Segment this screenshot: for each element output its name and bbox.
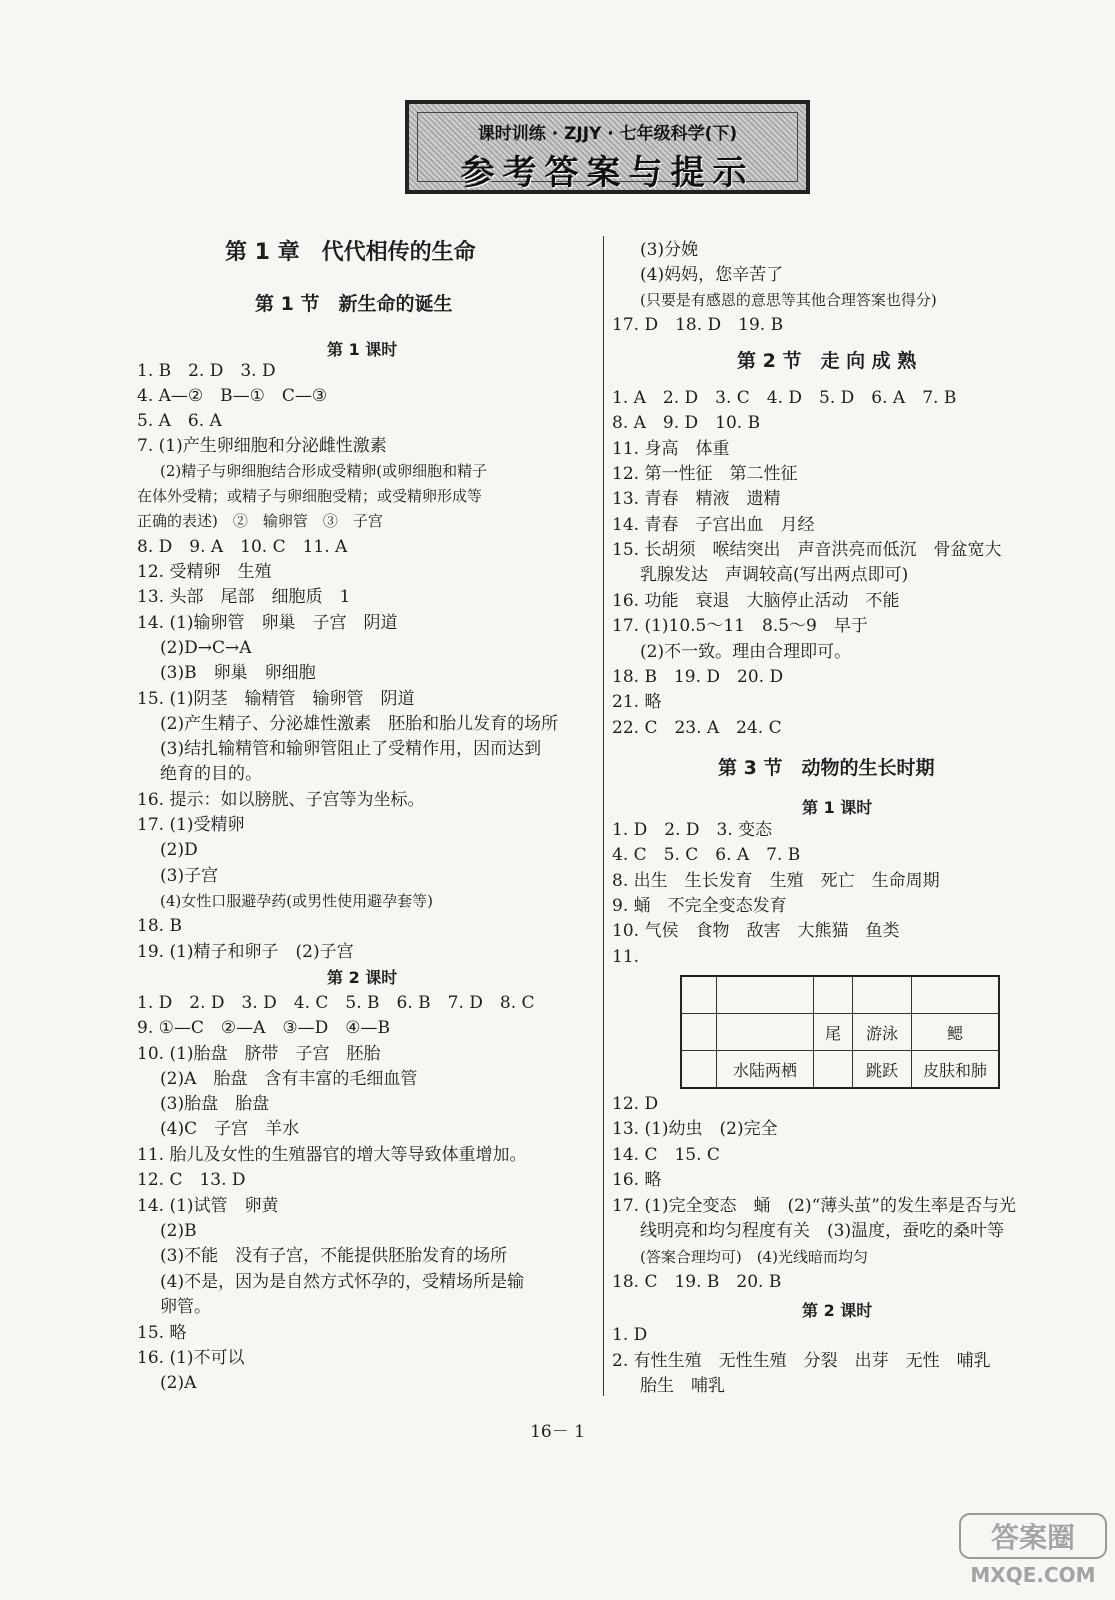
answer-line: 21. 略 bbox=[612, 692, 662, 712]
answer-line: 11. 胎儿及女性的生殖器官的增大等导致体重增加。 bbox=[137, 1145, 527, 1165]
answer-line: 1. B 2. D 3. D bbox=[137, 361, 276, 381]
answer-line: 1. D 2. D 3. 变态 bbox=[612, 820, 773, 840]
answer-line: 12. 第一性征 第二性征 bbox=[612, 464, 798, 484]
answer-line: 17. (1)完全变态 蛹 (2)“薄头茧”的发生率是否与光 bbox=[612, 1196, 1016, 1216]
answer-line: (2)D bbox=[160, 840, 198, 860]
watermark-text: MXQE.COM bbox=[970, 1563, 1096, 1587]
answer-line: 在体外受精；或精子与卵细胞受精；或受精卵形成等 bbox=[137, 487, 483, 505]
table-cell: 鳃 bbox=[912, 1014, 1000, 1051]
watermark-logo-text: 答案圈 bbox=[990, 1521, 1076, 1554]
table-cell bbox=[681, 1051, 717, 1089]
answer-line: 14. 青春 子宫出血 月经 bbox=[612, 515, 815, 535]
watermark-logo-icon bbox=[958, 1510, 1108, 1590]
answer-line: 12. D bbox=[612, 1094, 659, 1114]
table-cell bbox=[681, 1014, 717, 1051]
answer-line: 13. (1)幼虫 (2)完全 bbox=[612, 1119, 778, 1139]
answer-line: 18. B 19. D 20. D bbox=[612, 667, 784, 687]
lesson-1-title: 第 1 课时 bbox=[802, 798, 873, 817]
table-cell bbox=[717, 976, 814, 1014]
answer-line: 18. B bbox=[137, 916, 182, 936]
watermark-logo bbox=[958, 1510, 1108, 1590]
lesson-2-title: 第 2 课时 bbox=[802, 1301, 873, 1320]
table-cell bbox=[814, 976, 853, 1014]
answer-line: (3)胎盘 胎盘 bbox=[160, 1094, 270, 1114]
answer-line: 16. (1)不可以 bbox=[137, 1348, 245, 1368]
answer-line: 15. 长胡须 喉结突出 声音洪亮而低沉 骨盆宽大 bbox=[612, 540, 1002, 560]
table-cell: 跳跃 bbox=[853, 1051, 912, 1089]
answer-line: (2)A bbox=[160, 1373, 197, 1393]
answer-line: (3)结扎输精管和输卵管阻止了受精作用，因而达到 bbox=[160, 739, 542, 759]
table-row bbox=[681, 1051, 999, 1089]
answer-table-11 bbox=[680, 975, 1000, 1089]
table-cell bbox=[912, 976, 1000, 1014]
header-title: 参考答案与提示 bbox=[460, 153, 755, 193]
answer-line: 12. C 13. D bbox=[137, 1170, 246, 1190]
answer-line: 4. C 5. C 6. A 7. B bbox=[612, 845, 801, 865]
section-1-title: 第 1 节 新生命的诞生 bbox=[255, 293, 453, 315]
answer-line: (4)C 子宫 羊水 bbox=[160, 1119, 300, 1139]
answer-line: 15. (1)阴茎 输精管 输卵管 阴道 bbox=[137, 689, 415, 709]
answer-line: 17. D 18. D 19. B bbox=[612, 315, 784, 335]
answer-line: 13. 头部 尾部 细胞质 1 bbox=[137, 587, 351, 607]
answer-line: 17. (1)受精卵 bbox=[137, 815, 245, 835]
answer-line: (4)女性口服避孕药(或男性使用避孕套等) bbox=[160, 892, 433, 910]
header-banner bbox=[405, 100, 810, 194]
answer-line: (4)不是，因为是自然方式怀孕的，受精场所是输 bbox=[160, 1272, 525, 1292]
answer-line: 8. D 9. A 10. C 11. A bbox=[137, 537, 348, 557]
answer-line: 11. bbox=[612, 947, 640, 967]
answer-line: 14. C 15. C bbox=[612, 1145, 720, 1165]
answer-line: (3)不能 没有子宫，不能提供胚胎发育的场所 bbox=[160, 1246, 508, 1266]
lesson-2-title: 第 2 课时 bbox=[327, 968, 398, 987]
table-row bbox=[681, 1014, 999, 1051]
answer-line: 10. 气侯 食物 敌害 大熊猫 鱼类 bbox=[612, 921, 900, 941]
answer-line: 15. 略 bbox=[137, 1323, 187, 1343]
page-number: 16－ 1 bbox=[530, 1422, 585, 1442]
lesson-1-title: 第 1 课时 bbox=[327, 340, 398, 359]
table-row bbox=[681, 976, 999, 1014]
answer-line: 8. A 9. D 10. B bbox=[612, 413, 761, 433]
answer-line: 9. 蛹 不完全变态发育 bbox=[612, 896, 787, 916]
answer-line: 22. C 23. A 24. C bbox=[612, 718, 782, 738]
answer-line: 16. 略 bbox=[612, 1170, 662, 1190]
answer-line: (答案合理均可) (4)光线暗而均匀 bbox=[640, 1248, 868, 1266]
answer-line: 12. 受精卵 生殖 bbox=[137, 562, 272, 582]
answer-line: (2)D→C→A bbox=[160, 638, 252, 658]
answer-line: (2)产生精子、分泌雄性激素 胚胎和胎儿发育的场所 bbox=[160, 714, 559, 734]
answer-line: (2)B bbox=[160, 1221, 197, 1241]
answer-line: 18. C 19. B 20. B bbox=[612, 1272, 782, 1292]
answer-line: (只要是有感恩的意思等其他合理答案也得分) bbox=[640, 291, 937, 309]
table-cell bbox=[681, 976, 717, 1014]
answer-line: 5. A 6. A bbox=[137, 411, 222, 431]
table-cell bbox=[717, 1014, 814, 1051]
header-frame bbox=[417, 112, 798, 193]
answer-line: 19. (1)精子和卵子 (2)子宫 bbox=[137, 942, 354, 962]
answer-line: 乳腺发达 声调较高(写出两点即可) bbox=[640, 565, 909, 585]
answer-line: 卵管。 bbox=[160, 1297, 211, 1317]
table-cell bbox=[814, 1051, 853, 1089]
answer-line: 16. 功能 衰退 大脑停止活动 不能 bbox=[612, 591, 900, 611]
header-subtitle: 课时训练 · ZJJY · 七年级科学(下) bbox=[477, 124, 738, 144]
answer-line: (2)不一致。理由合理即可。 bbox=[640, 642, 852, 662]
section-3-title: 第 3 节 动物的生长时期 bbox=[718, 757, 935, 779]
answer-line: 17. (1)10.5～11 8.5～9 早于 bbox=[612, 616, 868, 636]
answer-line: 14. (1)输卵管 卵巢 子宫 阴道 bbox=[137, 613, 398, 633]
answer-line: (3)B 卵巢 卵细胞 bbox=[160, 663, 316, 683]
table-cell: 水陆两栖 bbox=[717, 1051, 814, 1089]
answer-line: 1. D bbox=[612, 1325, 648, 1345]
answer-line: 16. 提示：如以膀胱、子宫等为坐标。 bbox=[137, 790, 425, 810]
answer-line: (2)精子与卵细胞结合形成受精卵(或卵细胞和精子 bbox=[160, 462, 488, 480]
section-2-title: 第 2 节 走 向 成 熟 bbox=[737, 350, 917, 372]
answer-line: 9. ①—C ②—A ③—D ④—B bbox=[137, 1018, 390, 1038]
answer-line: 11. 身高 体重 bbox=[612, 439, 730, 459]
answer-line: 线明亮和均匀程度有关 (3)温度，蚕吃的桑叶等 bbox=[640, 1221, 1005, 1241]
answer-line: 8. 出生 生长发育 生殖 死亡 生命周期 bbox=[612, 871, 940, 891]
answer-line: (3)子宫 bbox=[160, 866, 219, 886]
answer-line: (4)妈妈，您辛苦了 bbox=[640, 265, 784, 285]
answer-line: 13. 青春 精液 遗精 bbox=[612, 489, 781, 509]
table-cell: 皮肤和肺 bbox=[912, 1051, 1000, 1089]
answer-line: 14. (1)试管 卵黄 bbox=[137, 1196, 279, 1216]
answer-line: (3)分娩 bbox=[640, 240, 699, 260]
table-cell: 尾 bbox=[814, 1014, 853, 1051]
answer-line: 绝育的目的。 bbox=[160, 764, 262, 784]
chapter-title: 第 1 章 代代相传的生命 bbox=[225, 240, 476, 265]
answer-line: 10. (1)胎盘 脐带 子宫 胚胎 bbox=[137, 1044, 381, 1064]
answer-line: 正确的表述) ② 输卵管 ③ 子宫 bbox=[137, 512, 383, 530]
table-cell: 游泳 bbox=[853, 1014, 912, 1051]
table-cell bbox=[853, 976, 912, 1014]
answer-line: 1. A 2. D 3. C 4. D 5. D 6. A 7. B bbox=[612, 388, 957, 408]
column-divider bbox=[603, 236, 604, 1396]
answer-line: 7. (1)产生卵细胞和分泌雌性激素 bbox=[137, 436, 387, 456]
answer-line: (2)A 胎盘 含有丰富的毛细血管 bbox=[160, 1069, 418, 1089]
answer-line: 1. D 2. D 3. D 4. C 5. B 6. B 7. D 8. C bbox=[137, 993, 535, 1013]
answer-line: 胎生 哺乳 bbox=[640, 1376, 725, 1396]
answer-line: 4. A—② B—① C—③ bbox=[137, 386, 328, 406]
answer-line: 2. 有性生殖 无性生殖 分裂 出芽 无性 哺乳 bbox=[612, 1351, 991, 1371]
